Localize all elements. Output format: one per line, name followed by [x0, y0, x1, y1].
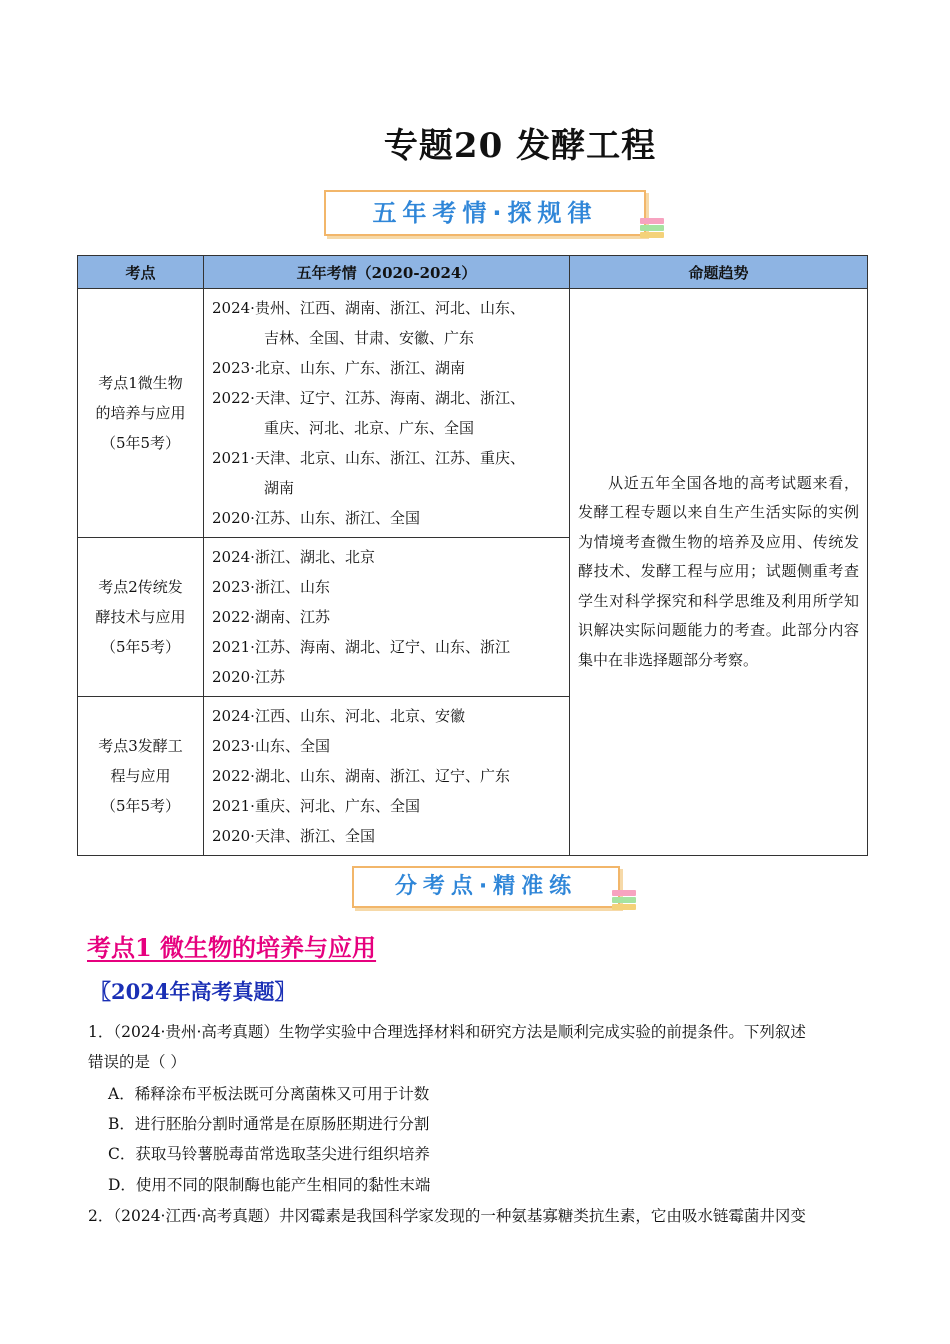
point-cell-3 — [78, 697, 204, 856]
year-entry: 2020·江苏、山东、浙江、全国 — [212, 509, 420, 527]
point-count: （5年5考） — [100, 434, 181, 452]
option-d[interactable]: D．使用不同的限制酶也能产生相同的黏性末端 — [108, 1176, 431, 1194]
header-years: 五年考情（2020-2024） — [204, 256, 570, 289]
point-label: 考点3发酵工 — [98, 737, 183, 755]
year-entry: 2023·北京、山东、广东、浙江、湖南 — [212, 359, 465, 377]
header-trend: 命题趋势 — [570, 256, 868, 289]
section-heading: 考点1 微生物的培养与应用 — [87, 933, 377, 962]
point-label: 程与应用 — [110, 767, 171, 785]
point-label: 考点1微生物 — [98, 374, 183, 392]
option-a[interactable]: A．稀释涂布平板法既可分离菌株又可用于计数 — [108, 1085, 430, 1103]
year-entry: 2024·贵州、江西、湖南、浙江、河北、山东、 吉林、全国、甘肃、安徽、广东 — [212, 299, 525, 347]
year-entry: 2022·湖北、山东、湖南、浙江、辽宁、广东 — [212, 767, 510, 785]
year-entry: 2023·山东、全国 — [212, 737, 330, 755]
question-text: 1．（2024·贵州·高考真题）生物学实验中合理选择材料和研究方法是顺利完成实验的前提条件。下列叙述 — [88, 1023, 806, 1041]
year-entry: 2021·天津、北京、山东、浙江、江苏、重庆、 湖南 — [212, 449, 525, 497]
year-entry: 2020·江苏 — [212, 668, 285, 686]
year-entry: 2021·江苏、海南、湖北、辽宁、山东、浙江 — [212, 638, 510, 656]
point-cell-1 — [78, 289, 204, 538]
year-entry: 2022·湖南、江苏 — [212, 608, 330, 626]
years-cell-3 — [204, 697, 570, 856]
year-entry: 2020·天津、浙江、全国 — [212, 827, 375, 845]
question-2-stem: 2．（2024·江西·高考真题）井冈霉素是我国科学家发现的一种氨基寡糖类抗生素，它由吸水链霉菌井冈变 — [88, 1207, 806, 1225]
year-entry: 2024·浙江、湖北、北京 — [212, 548, 375, 566]
option-c[interactable]: C．获取马铃薯脱毒苗常选取茎尖进行组织培养 — [108, 1145, 430, 1163]
books-icon — [612, 890, 636, 912]
point-label: 酵技术与应用 — [95, 608, 186, 626]
years-cell-2 — [204, 538, 570, 697]
section-banner-trends: 五年考情·探规律 — [324, 190, 646, 236]
year-entry: 2023·浙江、山东 — [212, 578, 330, 596]
question-text: 错误的是（ ） — [88, 1053, 186, 1071]
question-1-stem — [88, 1017, 863, 1077]
point-cell-2 — [78, 538, 204, 697]
year-entry: 2022·天津、辽宁、江苏、海南、湖北、浙江、 重庆、河北、北京、广东、全国 — [212, 389, 525, 437]
option-b[interactable]: B．进行胚胎分割时通常是在原肠胚期进行分割 — [108, 1115, 430, 1133]
point-count: （5年5考） — [100, 797, 181, 815]
page-title: 专题20 发酵工程 — [383, 126, 657, 166]
point-label: 的培养与应用 — [95, 404, 186, 422]
years-cell-1 — [204, 289, 570, 538]
section-banner-practice: 分考点·精准练 — [352, 866, 620, 908]
exam-overview-table — [77, 255, 868, 856]
trend-cell: 从近五年全国各地的高考试题来看，发酵工程专题以来自生产生活实际的实例为情境考查微生物的培养及应用、传统发酵技术、发酵工程与应用；试题侧重考查学生对科学探究和科学思维及利用所学知识解决实际问题能力的考查。此部分内容集中在非选择题部分考察。 — [570, 289, 868, 856]
year-entry: 2024·江西、山东、河北、北京、安徽 — [212, 707, 465, 725]
year-entry: 2021·重庆、河北、广东、全国 — [212, 797, 420, 815]
subsection-heading: 〖2024年高考真题〗 — [90, 979, 296, 1004]
header-point: 考点 — [78, 256, 204, 289]
point-label: 考点2传统发 — [98, 578, 183, 596]
books-icon — [640, 218, 664, 240]
point-count: （5年5考） — [100, 638, 181, 656]
